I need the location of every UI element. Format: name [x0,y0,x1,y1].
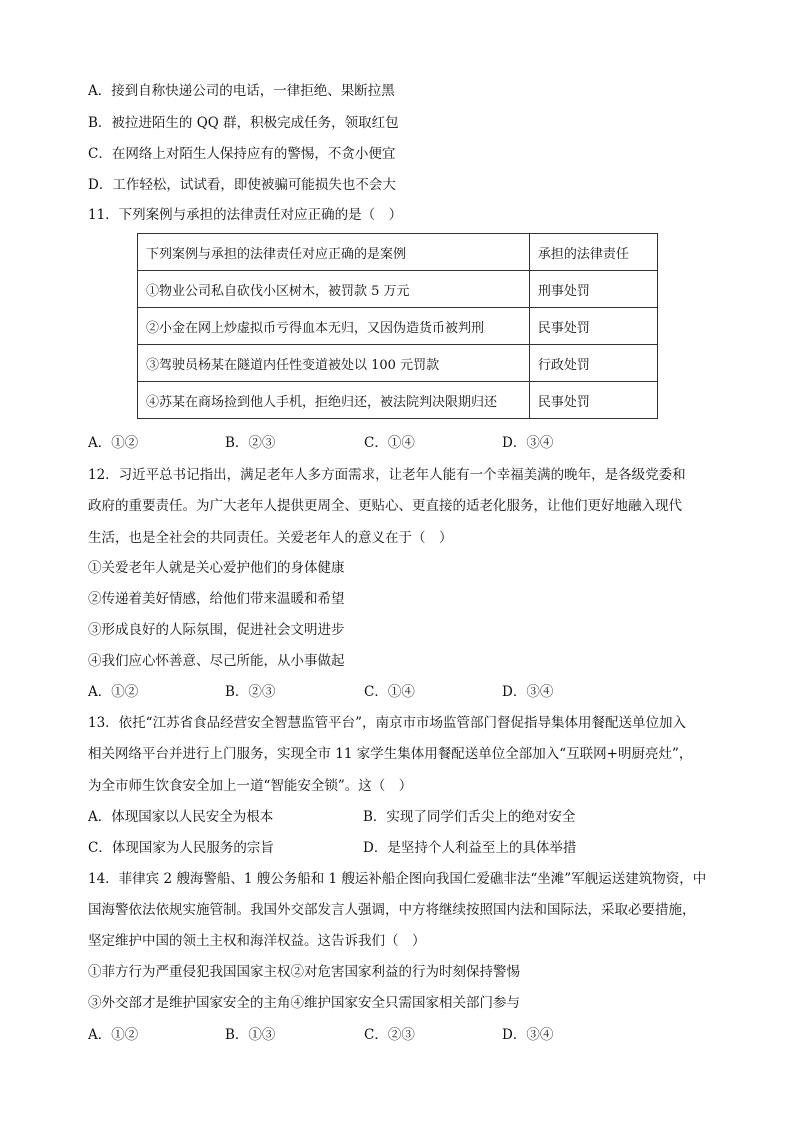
table-header-row [138,234,658,271]
option-c: C．①④ [364,435,415,451]
q10-option-c: C．在网络上对陌生人保持应有的警惕，不贪小便宜 [88,146,396,162]
table-cell-liability: 刑事处罚 [529,271,657,308]
table-cell-liability: 民事处罚 [529,382,657,419]
q12-item-2: ②传递着美好情感，给他们带来温暖和希望 [88,591,345,607]
option-d: D．③④ [502,1027,554,1043]
q12-item-3: ③形成良好的人际氛围，促进社会文明进步 [88,622,345,638]
q12-stem-line-1: 12．习近平总书记指出，满足老年人多方面需求，让老年人能有一个幸福美满的晚年，是各级党委和 [88,467,686,483]
option-b: B．①③ [225,1027,276,1043]
q13-stem-line-3: 为全市师生饮食安全加上一道“智能安全锁”。这（ ） [88,778,413,794]
q12-item-4: ④我们应心怀善意、尽己所能，从小事做起 [88,653,345,669]
q12-stem-line-2: 政府的重要责任。为广大老年人提供更周全、更贴心、更直接的适老化服务，让他们更好地融入现代 [88,498,682,514]
option-a: A．①② [88,684,139,700]
q14-item-2: ③外交部才是维护国家安全的主角④维护国家安全只需国家相关部门参与 [88,995,520,1011]
option-b: B．②③ [225,435,276,451]
q13-options-row-2 [88,838,708,858]
table-cell-case: ①物业公司私自砍伐小区树木，被罚款 5 万元 [138,271,530,308]
table-header-liability: 承担的法律责任 [529,234,657,271]
q14-stem-line-2: 国海警依法依规实施管制。我国外交部发言人强调，中方将继续按照国内法和国际法，采取必要措施， [88,902,696,918]
q11-stem: 11．下列案例与承担的法律责任对应正确的是（ ） [88,207,403,223]
q14-stem-line-3: 坚定维护中国的领土主权和海洋权益。这告诉我们（ ） [88,933,426,949]
q11-case-table [137,233,658,419]
q11-options [88,433,708,453]
table-row [138,271,658,308]
q12-item-1: ①关爱老年人就是关心爱护他们的身体健康 [88,560,345,576]
option-a: A．体现国家以人民安全为根本 [88,809,274,825]
option-c: C．体现国家为人民服务的宗旨 [88,840,274,856]
table-header-case: 下列案例与承担的法律责任对应正确的是案例 [138,234,530,271]
q12-options [88,682,708,702]
q13-stem-line-2: 相关网络平台并进行上门服务，实现全市 11 家学生集体用餐配送单位全部加入“互联网+明厨亮灶”， [88,746,693,762]
option-d: D．是坚持个人利益至上的具体举措 [363,840,577,856]
table-row [138,382,658,419]
q14-item-1: ①菲方行为严重侵犯我国国家主权②对危害国家利益的行为时刻保持警惕 [88,964,520,980]
option-b: B．实现了同学们舌尖上的绝对安全 [363,809,576,825]
table-row [138,345,658,382]
table-cell-case: ③驾驶员杨某在隧道内任性变道被处以 100 元罚款 [138,345,530,382]
q10-option-a: A．接到自称快递公司的电话，一律拒绝、果断拉黑 [88,83,395,99]
option-b: B．②③ [225,684,276,700]
q13-options-row-1 [88,807,708,827]
table-cell-liability: 行政处罚 [529,345,657,382]
q14-stem-line-1: 14．菲律宾 2 艘海警船、1 艘公务船和 1 艘运补船企图向我国仁爱礁非法“坐滩”军舰运送建筑物资，中 [88,871,707,887]
q10-option-b: B．被拉进陌生的 QQ 群，积极完成任务，领取红包 [88,115,399,131]
option-d: D．③④ [502,684,554,700]
option-a: A．①② [88,435,139,451]
q10-option-d: D．工作轻松，试试看，即使被骗可能损失也不会大 [88,177,396,193]
table-row [138,308,658,345]
q14-options [88,1025,708,1045]
option-c: C．①④ [364,684,415,700]
option-d: D．③④ [502,435,554,451]
q12-stem-line-3: 生活，也是全社会的共同责任。关爱老年人的意义在于（ ） [88,530,453,546]
option-c: C．②③ [364,1027,415,1043]
option-a: A．①② [88,1027,139,1043]
q13-stem-line-1: 13．依托“江苏省食品经营安全智慧监管平台”，南京市市场监管部门督促指导集体用餐配送单位加入 [88,715,686,731]
table-cell-case: ②小金在网上炒虚拟币亏得血本无归，又因伪造货币被判刑 [138,308,530,345]
table-cell-liability: 民事处罚 [529,308,657,345]
table-cell-case: ④苏某在商场捡到他人手机，拒绝归还，被法院判决限期归还 [138,382,530,419]
